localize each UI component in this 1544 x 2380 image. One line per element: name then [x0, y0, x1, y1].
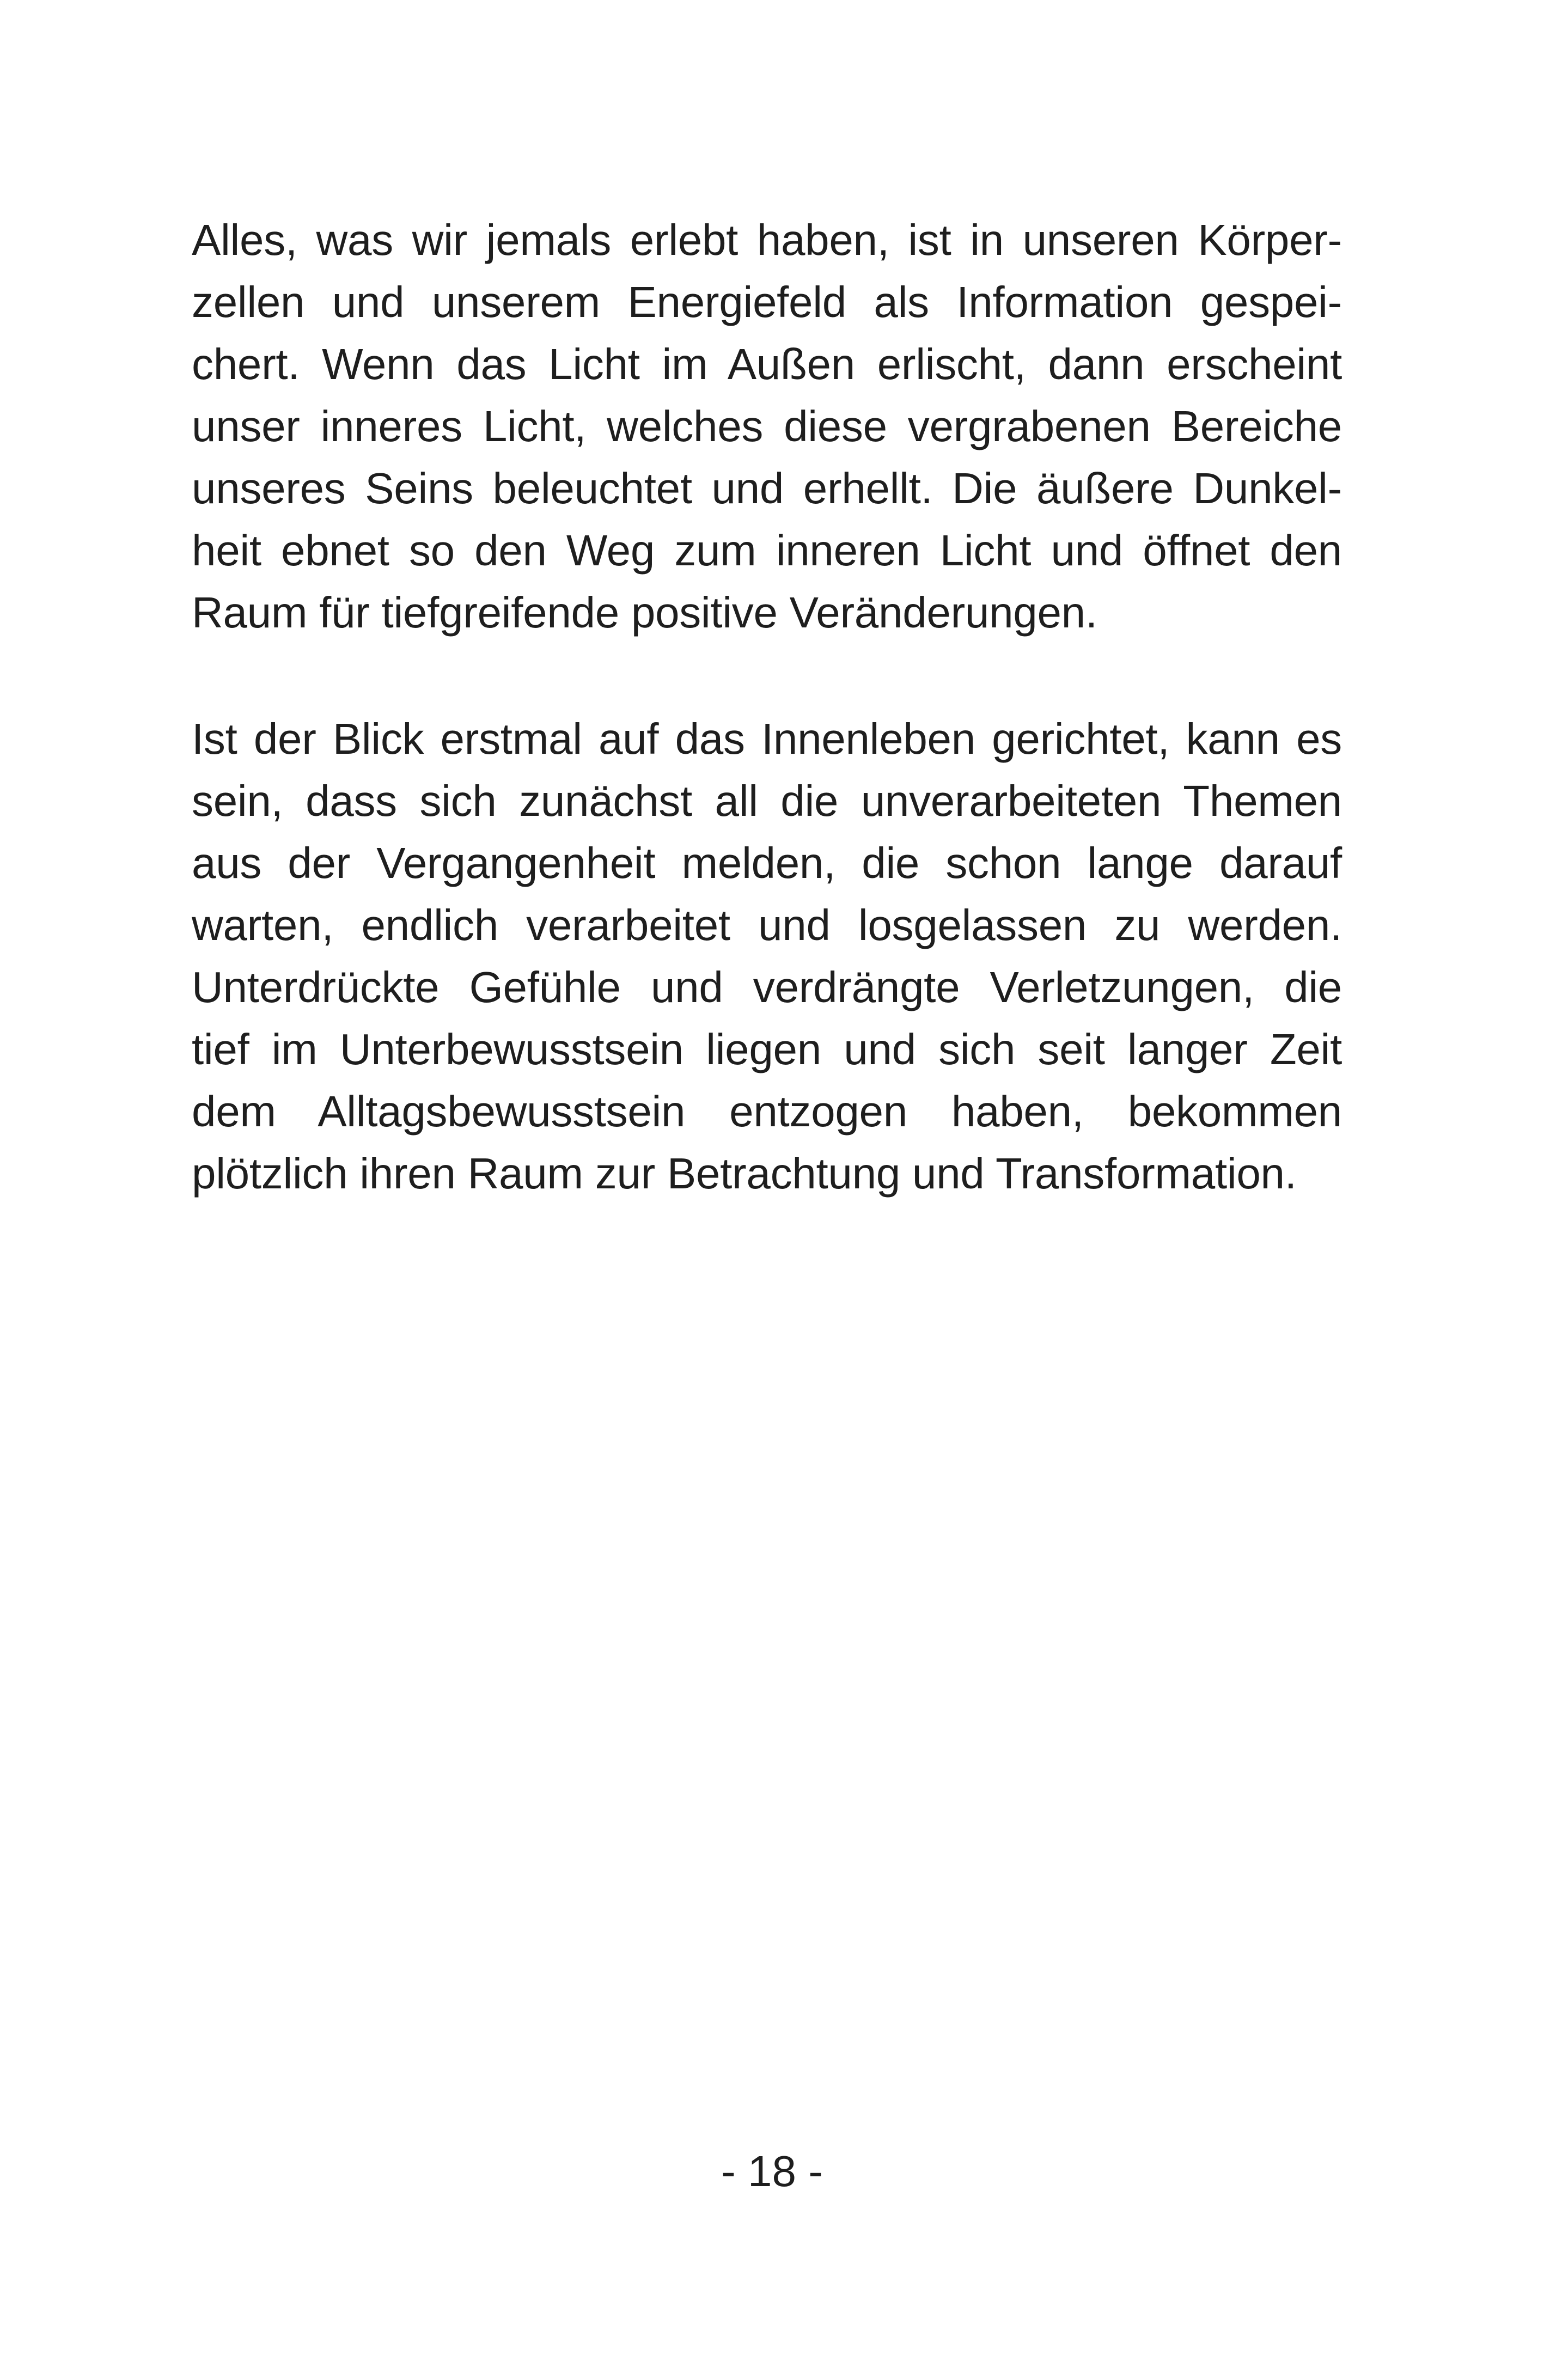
paragraph-line: Unterdrückte Gefühle und verdrängte Verletzungen, die	[192, 963, 1342, 1011]
paragraph-line: plötzlich ihren Raum zur Betrachtung und Transformation.	[192, 1149, 1297, 1198]
page-number: - 18 -	[721, 2147, 823, 2195]
paragraph-line: tief im Unterbewusstsein liegen und sich seit langer Zeit	[192, 1025, 1342, 1073]
paragraph-line: unser inneres Licht, welches diese vergrabenen Bereiche	[192, 402, 1342, 450]
paragraph-1	[192, 209, 1342, 644]
paragraph-line: Alles, was wir jemals erlebt haben, ist in unseren Körper-	[192, 216, 1342, 264]
paragraph-line: Raum für tiefgreifende positive Veränderungen.	[192, 588, 1097, 637]
paragraph-line: warten, endlich verarbeitet und losgelassen zu werden.	[192, 901, 1342, 949]
paragraph-2	[192, 708, 1342, 1205]
paragraph-line: sein, dass sich zunächst all die unverarbeiteten Themen	[192, 777, 1342, 825]
paragraph-line: dem Alltagsbewusstsein entzogen haben, bekommen	[192, 1087, 1342, 1136]
paragraph-line: zellen und unserem Energiefeld als Information gespei-	[192, 278, 1342, 326]
paragraph-line: unseres Seins beleuchtet und erhellt. Die äußere Dunkel-	[192, 464, 1342, 512]
paragraph-line: aus der Vergangenheit melden, die schon lange darauf	[192, 839, 1342, 887]
paragraph-line: chert. Wenn das Licht im Außen erlischt, dann erscheint	[192, 340, 1342, 388]
paragraph-line: heit ebnet so den Weg zum inneren Licht und öffnet den	[192, 526, 1342, 575]
paragraph-line: Ist der Blick erstmal auf das Innenleben gerichtet, kann es	[192, 715, 1342, 763]
